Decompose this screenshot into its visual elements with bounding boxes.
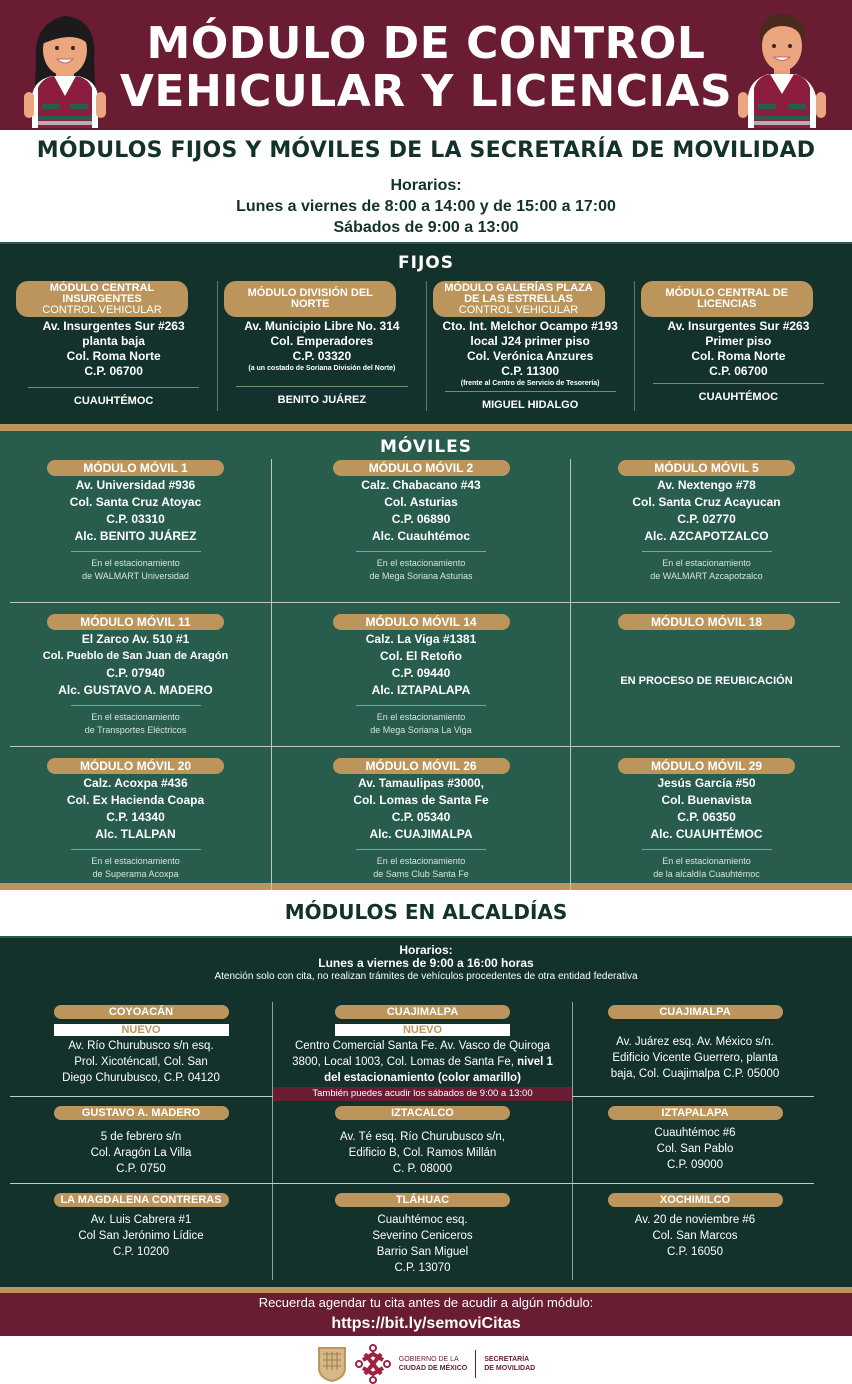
fixed-module-card xyxy=(10,281,217,411)
module-name-pill: XOCHIMILCO xyxy=(608,1193,783,1207)
section-title: MÓDULOS EN ALCALDÍAS xyxy=(284,900,568,924)
government-logos xyxy=(0,1344,852,1384)
divider xyxy=(642,849,772,850)
woman-avatar-icon xyxy=(18,4,114,128)
module-name-pill: MÓDULO CENTRAL DE LICENCIAS xyxy=(641,281,813,317)
mobile-module-card: MÓDULO MÓVIL 11 El Zarco Av. 510 #1 Col. Pueblo de San Juan de Aragón C.P. 07940 Alc. GUSTAVO A. MADERO En el estacionamiento de Transportes Eléctricos xyxy=(42,615,229,735)
divider xyxy=(642,551,772,552)
alcaldia-module-card: TLÁHUAC Cuauhtémoc esq. Severino Ceniceros Barrio San Miguel C.P. 13070 xyxy=(272,1184,573,1280)
divider xyxy=(28,387,199,388)
module-name-pill: IZTAPALAPA xyxy=(608,1106,783,1120)
alcaldia-module-card: GUSTAVO A. MADERO 5 de febrero s/n Col. Aragón La Villa C.P. 0750 xyxy=(10,1097,272,1183)
header-banner xyxy=(0,0,852,130)
divider xyxy=(71,705,201,706)
alcaldia-module-card: IZTAPALAPA Cuauhtémoc #6 Col. San Pablo C.P. 09000 xyxy=(573,1097,817,1183)
alcaldia-module-card: CUAJIMALPA NUEVO Centro Comercial Santa Fe. Av. Vasco de Quiroga 3800, Local 1003, Col. Lomas de Santa Fe, nivel 1 del estacionamiento (color amarillo) También puedes acudir los sábados de 9:00 a 13:00 xyxy=(272,1002,573,1096)
divider xyxy=(71,849,201,850)
page-title: MÓDULO DE CONTROL VEHICULAR Y LICENCIAS xyxy=(119,18,733,117)
module-name-pill: MÓDULO MÓVIL 1 xyxy=(47,460,224,476)
mobile-module-card: MÓDULO MÓVIL 14 Calz. La Viga #1381 Col. El Retoño C.P. 09440 Alc. IZTAPALAPA En el estacionamiento de Mega Soriana La Viga xyxy=(271,603,571,746)
fixed-module-card xyxy=(217,281,425,411)
fixed-module-card xyxy=(634,281,842,411)
module-alcaldia: CUAUHTÉMOC xyxy=(73,395,154,407)
module-name-pill: MÓDULO GALERÍAS PLAZA DE LAS ESTRELLAS CONTROL VEHICULAR xyxy=(433,281,605,317)
module-name-pill: TLÁHUAC xyxy=(335,1193,510,1207)
module-name-pill: MÓDULO CENTRAL INSURGENTES CONTROL VEHICULAR xyxy=(16,281,188,317)
module-alcaldia: BENITO JUÁREZ xyxy=(277,394,367,406)
reminder-text: Recuerda agendar tu cita antes de acudir a algún módulo: xyxy=(258,1295,594,1310)
saturday-notice: También puedes acudir los sábados de 9:00 a 13:00 xyxy=(273,1087,572,1101)
footer-banner xyxy=(0,1287,852,1336)
mobile-module-card: MÓDULO MÓVIL 2 Calz. Chabacano #43 Col. Asturias C.P. 06890 Alc. Cuauhtémoc En el estacionamiento de Mega Soriana Asturias xyxy=(271,459,571,602)
module-name-pill: CUAJIMALPA xyxy=(335,1005,510,1019)
module-name-pill: MÓDULO MÓVIL 2 xyxy=(333,460,510,476)
mobile-module-card: MÓDULO MÓVIL 5 Av. Nextengo #78 Col. Santa Cruz Acayucan C.P. 02770 Alc. AZCAPOTZALCO En el estacionamiento de WALMART Azcapotzalco xyxy=(571,459,842,602)
module-name-pill: MÓDULO MÓVIL 14 xyxy=(333,614,510,630)
cdmx-logo-icon xyxy=(355,1344,391,1384)
fixed-modules-section xyxy=(0,242,852,424)
schedule: Horarios: Lunes a viernes de 9:00 a 16:00 horas Atención solo con cita, no realizan trámites de vehículos procedentes de otra entidad federativa xyxy=(214,943,638,982)
module-alcaldia: CUAUHTÉMOC xyxy=(698,391,779,403)
module-name-pill: MÓDULO MÓVIL 29 xyxy=(618,758,795,774)
alcaldia-module-card: CUAJIMALPA Av. Juárez esq. Av. México s/n. Edificio Vicente Guerrero, planta baja, Col. Cuajimalpa C.P. 05000 xyxy=(573,1002,817,1096)
module-name-pill: MÓDULO MÓVIL 20 xyxy=(47,758,224,774)
module-name-pill: CUAJIMALPA xyxy=(608,1005,783,1019)
module-name-pill: MÓDULO MÓVIL 26 xyxy=(333,758,510,774)
alcaldia-module-card: LA MAGDALENA CONTRERAS Av. Luis Cabrera #1 Col San Jerónimo Lídice C.P. 10200 xyxy=(10,1184,272,1280)
mobile-module-card: MÓDULO MÓVIL 1 Av. Universidad #936 Col. Santa Cruz Atoyac C.P. 03310 Alc. BENITO JUÁREZ En el estacionamiento de WALMART Universidad xyxy=(0,459,271,602)
section-title: FIJOS xyxy=(398,253,454,273)
mobile-module-card: MÓDULO MÓVIL 29 Jesús García #50 Col. Buenavista C.P. 06350 Alc. CUAUHTÉMOC En el estacionamiento de la alcaldía Cuauhtémoc xyxy=(571,747,842,890)
module-address: Av. Insurgentes Sur #263 planta baja Col. Roma Norte C.P. 06700 xyxy=(42,319,185,378)
mobile-module-card xyxy=(571,603,842,746)
divider-band xyxy=(0,424,852,431)
mobile-modules-section xyxy=(0,431,852,883)
module-name-pill: MÓDULO DIVISIÓN DEL NORTE xyxy=(224,281,396,317)
module-address: Av. Insurgentes Sur #263 Primer piso Col. Roma Norte C.P. 06700 xyxy=(667,319,810,378)
alcaldia-module-card: IZTACALCO Av. Té esq. Río Churubusco s/n, Edificio B, Col. Ramos Millán C. P. 08000 xyxy=(272,1097,573,1183)
divider xyxy=(356,705,486,706)
module-name-pill: IZTACALCO xyxy=(335,1106,510,1120)
new-badge: NUEVO xyxy=(54,1024,229,1036)
alcaldia-module-card: COYOACÁN NUEVO Av. Río Churubusco s/n esq. Prol. Xicoténcatl, Col. San Diego Churubusco, C.P. 04120 xyxy=(10,1002,272,1096)
divider xyxy=(475,1350,476,1378)
divider xyxy=(653,383,824,384)
gov-cdmx-text: GOBIERNO DE LA CIUDAD DE MÉXICO xyxy=(398,1356,468,1372)
module-address: Av. Municipio Libre No. 314 Col. Emperadores C.P. 03320 (a un costado de Soriana División del Norte) xyxy=(244,319,400,372)
schedule: Horarios: Lunes a viernes de 8:00 a 14:00 y de 15:00 a 17:00 Sábados de 9:00 a 13:00 xyxy=(236,177,616,236)
appointment-link[interactable]: https://bit.ly/semoviCitas xyxy=(331,1315,521,1332)
module-name-pill: MÓDULO MÓVIL 18 xyxy=(618,614,795,630)
mobile-module-card: MÓDULO MÓVIL 20 Calz. Acoxpa #436 Col. Ex Hacienda Coapa C.P. 14340 Alc. TLALPAN En el estacionamiento de Superama Acoxpa xyxy=(0,747,271,890)
status-text: EN PROCESO DE REUBICACIÓN xyxy=(620,675,793,687)
module-name-pill: MÓDULO MÓVIL 5 xyxy=(618,460,795,476)
section-subtitle: MÓDULOS FIJOS Y MÓVILES DE LA SECRETARÍA DE MOVILIDAD xyxy=(36,138,816,163)
semovi-text: SECRETARÍA DE MOVILIDAD xyxy=(484,1356,536,1372)
divider xyxy=(356,849,486,850)
divider xyxy=(445,391,616,392)
man-avatar-icon xyxy=(734,4,830,128)
section-title: MÓVILES xyxy=(379,437,473,457)
module-name-pill: GUSTAVO A. MADERO xyxy=(54,1106,229,1120)
divider xyxy=(236,386,407,387)
module-name-pill: MÓDULO MÓVIL 11 xyxy=(47,614,224,630)
module-alcaldia: MIGUEL HIDALGO xyxy=(481,399,579,411)
divider xyxy=(356,551,486,552)
new-badge: NUEVO xyxy=(335,1024,510,1036)
mobile-module-card: MÓDULO MÓVIL 26 Av. Tamaulipas #3000, Col. Lomas de Santa Fe C.P. 05340 Alc. CUAJIMALPA En el estacionamiento de Sams Club Santa Fe xyxy=(271,747,571,890)
module-name-pill: LA MAGDALENA CONTRERAS xyxy=(54,1193,229,1207)
module-address: Cto. Int. Melchor Ocampo #193 local J24 primer piso Col. Verónica Anzures C.P. 11300 (frente al Centro de Servicio de Tesorería) xyxy=(442,319,618,387)
module-name-pill: COYOACÁN xyxy=(54,1005,229,1019)
alcaldia-module-card: XOCHIMILCO Av. 20 de noviembre #6 Col. San Marcos C.P. 16050 xyxy=(573,1184,817,1280)
divider xyxy=(71,551,201,552)
fixed-module-card xyxy=(426,281,634,411)
alcaldia-modules-section xyxy=(0,936,852,1287)
